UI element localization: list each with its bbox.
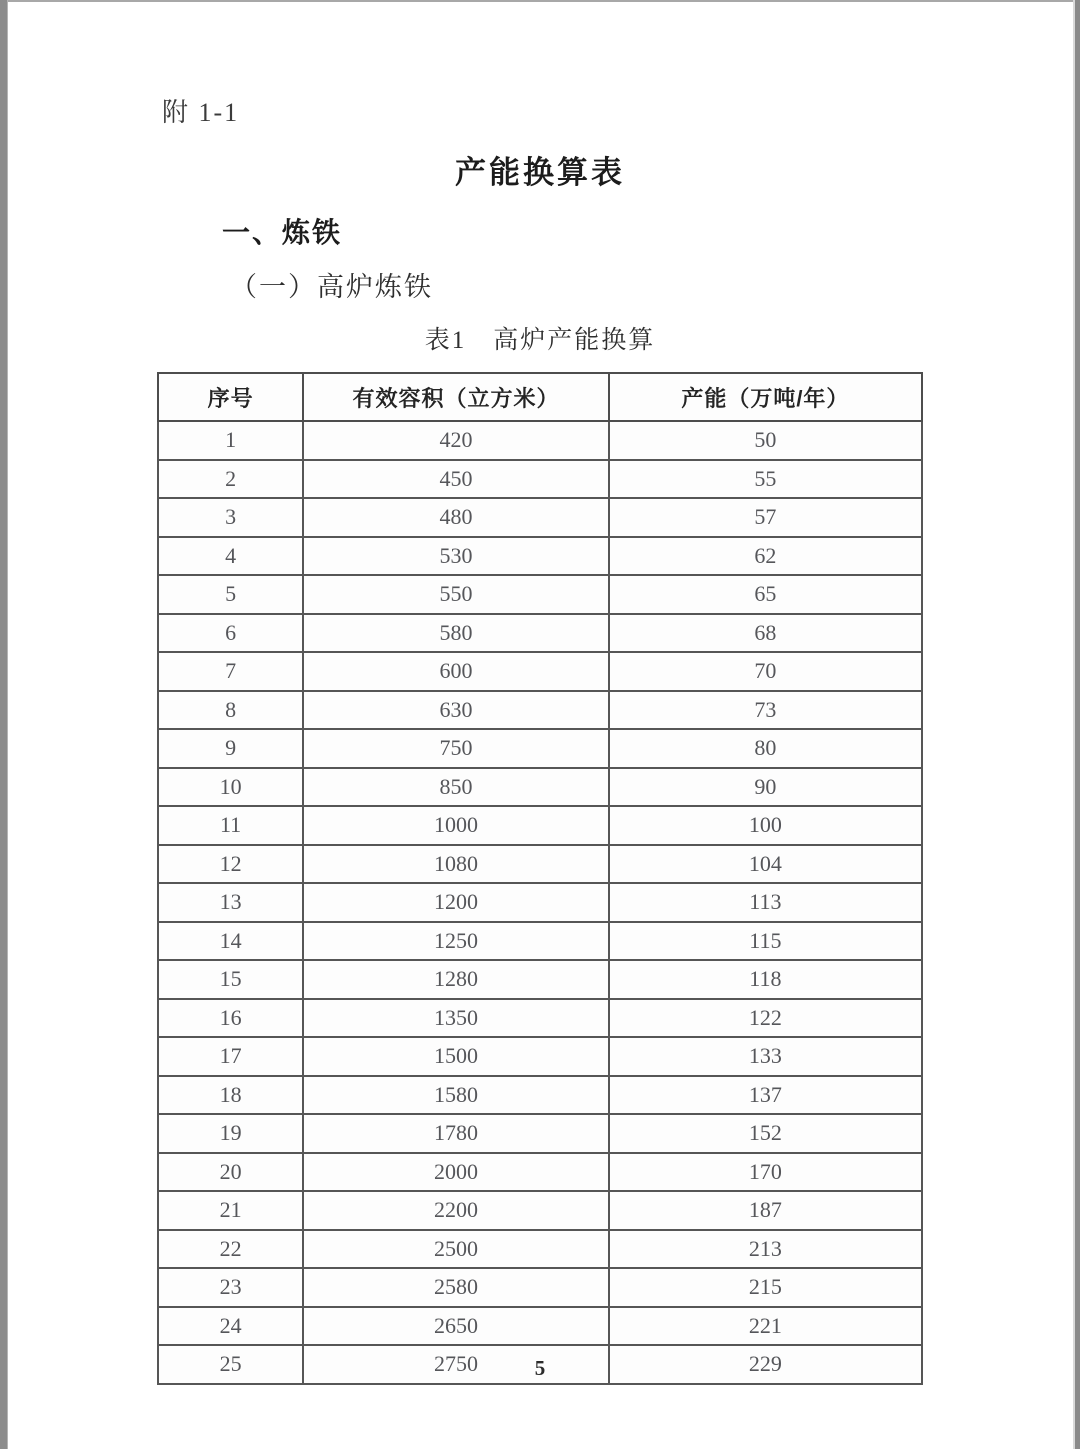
cell-index: 4: [158, 537, 303, 576]
column-header-index: 序号: [158, 373, 303, 421]
cell-index: 17: [158, 1037, 303, 1076]
cell-effective-volume: 1280: [303, 960, 609, 999]
cell-effective-volume: 750: [303, 729, 609, 768]
cell-index: 22: [158, 1230, 303, 1269]
cell-index: 1: [158, 421, 303, 460]
cell-capacity: 57: [609, 498, 922, 537]
cell-index: 12: [158, 845, 303, 884]
cell-capacity: 187: [609, 1191, 922, 1230]
cell-capacity: 100: [609, 806, 922, 845]
cell-effective-volume: 550: [303, 575, 609, 614]
cell-index: 8: [158, 691, 303, 730]
cell-index: 10: [158, 768, 303, 807]
table-row: [158, 1191, 922, 1230]
cell-effective-volume: 1250: [303, 922, 609, 961]
cell-effective-volume: 1580: [303, 1076, 609, 1115]
cell-capacity: 113: [609, 883, 922, 922]
cell-index: 13: [158, 883, 303, 922]
cell-capacity: 118: [609, 960, 922, 999]
cell-effective-volume: 600: [303, 652, 609, 691]
table-row: [158, 614, 922, 653]
cell-index: 25: [158, 1345, 303, 1384]
cell-index: 6: [158, 614, 303, 653]
table-header-row: [158, 373, 922, 421]
cell-effective-volume: 2200: [303, 1191, 609, 1230]
cell-index: 14: [158, 922, 303, 961]
subsection-heading-blast-furnace: （一）高炉炼铁: [230, 272, 433, 302]
cell-capacity: 229: [609, 1345, 922, 1384]
cell-index: 18: [158, 1076, 303, 1115]
table-row: [158, 652, 922, 691]
table-row: [158, 768, 922, 807]
cell-effective-volume: 420: [303, 421, 609, 460]
cell-index: 3: [158, 498, 303, 537]
cell-effective-volume: 2580: [303, 1268, 609, 1307]
table-row: [158, 1153, 922, 1192]
cell-index: 21: [158, 1191, 303, 1230]
page-title: 产能换算表: [455, 155, 625, 190]
cell-index: 2: [158, 460, 303, 499]
cell-effective-volume: 1780: [303, 1114, 609, 1153]
cell-capacity: 122: [609, 999, 922, 1038]
cell-capacity: 133: [609, 1037, 922, 1076]
cell-capacity: 115: [609, 922, 922, 961]
cell-effective-volume: 1080: [303, 845, 609, 884]
cell-index: 20: [158, 1153, 303, 1192]
cell-capacity: 80: [609, 729, 922, 768]
cell-capacity: 213: [609, 1230, 922, 1269]
table-row: [158, 1037, 922, 1076]
cell-capacity: 104: [609, 845, 922, 884]
table-row: [158, 1268, 922, 1307]
capacity-conversion-table: [157, 372, 923, 1385]
cell-effective-volume: 450: [303, 460, 609, 499]
table-row: [158, 1230, 922, 1269]
table-row: [158, 460, 922, 499]
cell-index: 7: [158, 652, 303, 691]
table-row: [158, 498, 922, 537]
cell-index: 11: [158, 806, 303, 845]
cell-capacity: 68: [609, 614, 922, 653]
cell-capacity: 62: [609, 537, 922, 576]
section-heading-ironmaking: 一、炼铁: [222, 217, 343, 248]
table-row: [158, 1307, 922, 1346]
cell-capacity: 55: [609, 460, 922, 499]
cell-effective-volume: 2000: [303, 1153, 609, 1192]
page-edge-left: [0, 0, 8, 1449]
cell-capacity: 152: [609, 1114, 922, 1153]
cell-index: 16: [158, 999, 303, 1038]
table-row: [158, 537, 922, 576]
cell-effective-volume: 630: [303, 691, 609, 730]
table-row: [158, 845, 922, 884]
cell-capacity: 221: [609, 1307, 922, 1346]
page-number: 5: [534, 1356, 546, 1380]
cell-capacity: 73: [609, 691, 922, 730]
cell-capacity: 90: [609, 768, 922, 807]
page-edge-top: [0, 0, 1080, 2]
cell-effective-volume: 2650: [303, 1307, 609, 1346]
cell-effective-volume: 1350: [303, 999, 609, 1038]
table-row: [158, 1114, 922, 1153]
cell-capacity: 170: [609, 1153, 922, 1192]
cell-capacity: 70: [609, 652, 922, 691]
cell-index: 9: [158, 729, 303, 768]
cell-effective-volume: 580: [303, 614, 609, 653]
cell-effective-volume: 2750: [303, 1345, 609, 1384]
cell-index: 23: [158, 1268, 303, 1307]
cell-index: 24: [158, 1307, 303, 1346]
table-row: [158, 922, 922, 961]
table-row: [158, 806, 922, 845]
cell-effective-volume: 530: [303, 537, 609, 576]
table-row: [158, 575, 922, 614]
cell-index: 5: [158, 575, 303, 614]
cell-index: 19: [158, 1114, 303, 1153]
cell-capacity: 50: [609, 421, 922, 460]
table-row: [158, 729, 922, 768]
cell-capacity: 137: [609, 1076, 922, 1115]
table-row: [158, 421, 922, 460]
table-row: [158, 1076, 922, 1115]
cell-capacity: 215: [609, 1268, 922, 1307]
column-header-effective-volume: 有效容积（立方米）: [303, 373, 609, 421]
cell-effective-volume: 850: [303, 768, 609, 807]
table-row: [158, 691, 922, 730]
table-row: [158, 960, 922, 999]
page-edge-right: [1073, 0, 1080, 1449]
cell-effective-volume: 2500: [303, 1230, 609, 1269]
cell-effective-volume: 480: [303, 498, 609, 537]
table-caption: 表1 高炉产能换算: [424, 327, 656, 354]
table-row: [158, 883, 922, 922]
cell-capacity: 65: [609, 575, 922, 614]
table-body: [158, 421, 922, 1384]
table-row: [158, 999, 922, 1038]
attachment-label: 附 1-1: [162, 98, 240, 127]
cell-index: 15: [158, 960, 303, 999]
cell-effective-volume: 1000: [303, 806, 609, 845]
cell-effective-volume: 1200: [303, 883, 609, 922]
cell-effective-volume: 1500: [303, 1037, 609, 1076]
column-header-capacity: 产能（万吨/年）: [609, 373, 922, 421]
